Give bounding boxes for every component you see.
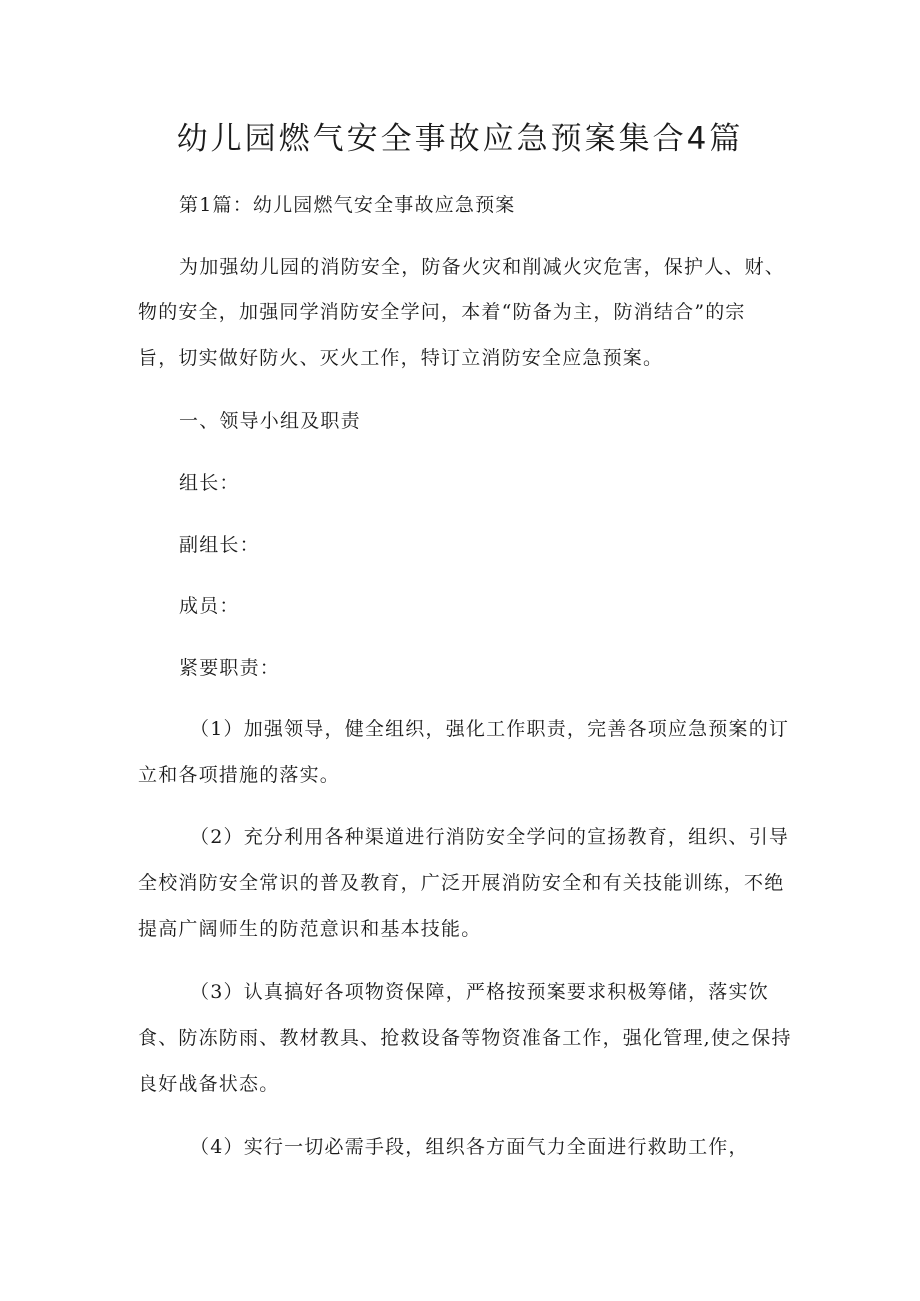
duty-item-2-line-1: （2）充分利用各种渠道进行消防安全学问的宣扬教育，组织、引导 [190, 826, 790, 848]
duty-item-2-line-2: 全校消防安全常识的普及教育，广泛开展消防安全和有关技能训练，不绝 [138, 872, 785, 894]
document-title: 幼儿园燃气安全事故应急预案集合4篇 [176, 121, 744, 157]
intro-line-3: 旨，切实做好防火、灭火工作，特订立消防安全应急预案。 [138, 347, 664, 369]
section-heading-leadership: 一、领导小组及职责 [179, 410, 361, 432]
intro-line-1: 为加强幼儿园的消防安全，防备火灾和削减火灾危害，保护人、财、 [179, 256, 786, 278]
duty-item-3-line-1: （3）认真搞好各项物资保障，严格按预案要求积极筹储，落实饮 [190, 981, 769, 1003]
leader-label: 组长： [179, 472, 240, 494]
duty-item-3-line-2: 食、防冻防雨、教材教具、抢救设备等物资准备工作，强化管理,使之保持 [138, 1027, 792, 1049]
intro-line-2: 物的安全，加强同学消防安全学问，本着“防备为主，防消结合”的宗 [138, 301, 746, 323]
document-subtitle: 第1篇：幼儿园燃气安全事故应急预案 [179, 194, 516, 216]
duty-item-1-line-2: 立和各项措施的落实。 [138, 764, 341, 786]
duty-item-1-line-1: （1）加强领导，健全组织，强化工作职责，完善各项应急预案的订 [190, 718, 790, 740]
duty-item-3-line-3: 良好战备状态。 [138, 1073, 280, 1095]
duty-item-4-line-1: （4）实行一切必需手段，组织各方面气力全面进行救助工作， [190, 1136, 749, 1158]
duty-item-2-line-3: 提高广阔师生的防范意识和基本技能。 [138, 918, 482, 940]
members-label: 成员： [179, 595, 240, 617]
deputy-leader-label: 副组长： [179, 534, 260, 556]
duties-heading: 紧要职责： [179, 657, 281, 679]
